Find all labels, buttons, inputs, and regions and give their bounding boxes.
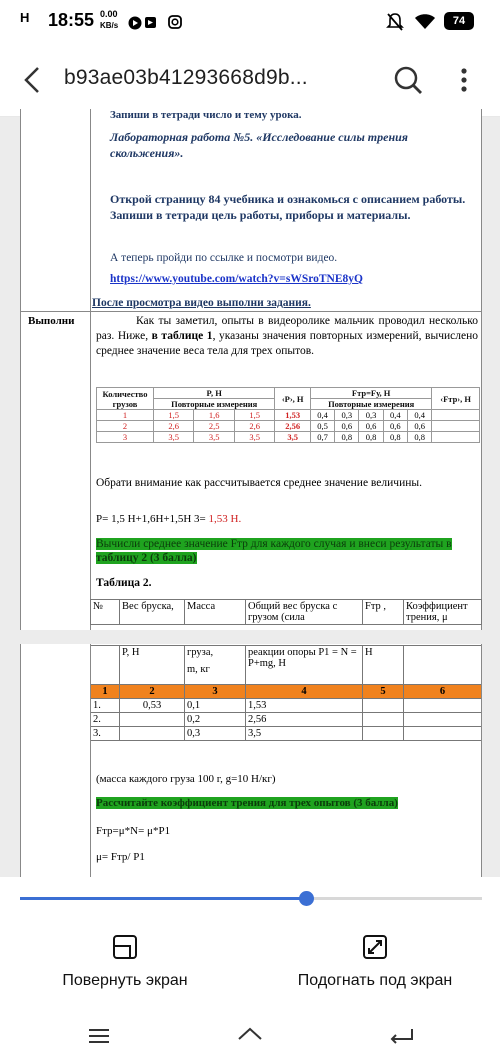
- lab-title: Лабораторная работа №5. «Исследование силы трения скольжения».: [110, 130, 408, 160]
- t1-cell: 2,5: [194, 421, 234, 432]
- t1-cell: 3,5: [194, 432, 234, 443]
- t2-cell-empty: [363, 727, 404, 741]
- t2-cell: 2.: [91, 713, 120, 727]
- formula-friction: Fтр=μ*N= μ*P1: [96, 825, 171, 837]
- t2-colnum: 3: [185, 685, 246, 699]
- t1-cell: 0,8: [407, 432, 431, 443]
- table-row: [97, 410, 480, 421]
- task-green-block: [96, 537, 456, 565]
- fit-screen-icon: [360, 932, 390, 962]
- formula-left: P= 1,5 Н+1,6Н+1,5Н 3=: [96, 513, 206, 525]
- table-row: [91, 685, 482, 699]
- back-button[interactable]: [22, 62, 58, 98]
- status-bar: [0, 0, 500, 44]
- carrier-label: H: [20, 10, 30, 25]
- intro-text-b: , указаны значения повторных измерений, вычислено среднее значение веса тела для трех опытов.: [96, 330, 478, 357]
- more-options-button[interactable]: [452, 62, 476, 98]
- t1-cell: 1,5: [234, 410, 274, 421]
- t2-cont-n: [91, 646, 120, 685]
- t2-cont-total: реакции опоры P1 = N = P+mg, H: [246, 646, 363, 685]
- t2-cell: 3,5: [246, 727, 363, 741]
- t2-cell: [120, 727, 185, 741]
- t1-head-pavg: ‹P›, H: [275, 388, 311, 410]
- document-title: b93ae03b41293668d9b...: [64, 66, 308, 89]
- rotate-screen-button[interactable]: [25, 932, 225, 990]
- t2-colnum: 2: [120, 685, 185, 699]
- back-nav-icon[interactable]: [388, 1025, 416, 1047]
- t2-colnum: 1: [91, 685, 120, 699]
- table-row: [91, 713, 482, 727]
- search-button[interactable]: [390, 62, 426, 98]
- navigation-bar: [0, 1017, 500, 1055]
- back-arrow-icon: [22, 62, 44, 98]
- t2-cell-empty: [363, 713, 404, 727]
- t1-cell: 2: [97, 421, 154, 432]
- t1-cell: 0,8: [383, 432, 407, 443]
- search-icon: [390, 62, 426, 98]
- battery-indicator: [444, 12, 474, 30]
- t2-cell: 0,53: [120, 699, 185, 713]
- t1-head-p: P, H: [154, 388, 275, 399]
- fit-screen-button[interactable]: [275, 932, 475, 990]
- table-row: [97, 421, 480, 432]
- t1-cell-empty: [432, 410, 480, 421]
- intro-bold: в таблице 1: [151, 330, 213, 342]
- document-page-2: [20, 645, 482, 885]
- fit-screen-label: Подогнать под экран: [297, 972, 453, 989]
- t2-mass-b: m, кг: [187, 664, 210, 675]
- intro-text-a: Как ты заметил, опыты в видеоролике мальчик проводил несколько раз. Ниже,: [96, 315, 478, 342]
- note-average: Обрати внимание как рассчитывается среднее значение величины.: [96, 477, 422, 489]
- table-2-title: Таблица 2.: [96, 577, 152, 589]
- t1-head-count: Количество грузов: [97, 388, 154, 410]
- t2-mass-a: груза,: [187, 647, 214, 658]
- cut-top-line: Запиши в тетради число и тему урока.: [110, 109, 302, 121]
- t1-cell: 0,6: [335, 421, 359, 432]
- t1-head-repeat-p: Повторные измерения: [154, 399, 275, 410]
- t1-cell: 3,5: [234, 432, 274, 443]
- t1-cell: 0,8: [359, 432, 383, 443]
- t2-colnum: 5: [363, 685, 404, 699]
- t2-cell: [120, 713, 185, 727]
- t2-cont-ftr: H: [363, 646, 404, 685]
- app-bar: [0, 44, 500, 117]
- task-green-text: Вычисли среднее значение Fтр для каждого случая и внеси результаты в: [96, 538, 452, 550]
- t2-cell: 0,1: [185, 699, 246, 713]
- t2-head-mass: Масса: [185, 600, 246, 625]
- after-video-text: После просмотра видео выполни задания.: [92, 297, 311, 309]
- t1-cell: 2,6: [234, 421, 274, 432]
- t1-cell: 3: [97, 432, 154, 443]
- t2-cell-empty: [363, 699, 404, 713]
- t2-cell-empty: [404, 713, 482, 727]
- battery-level: 74: [452, 15, 466, 27]
- t2-colnum: 4: [246, 685, 363, 699]
- t1-cell: 0,7: [310, 432, 334, 443]
- task-coefficient: Рассчитайте коэффициент трения для трех опытов (3 балла): [96, 797, 398, 809]
- t2-cell: 0,3: [185, 727, 246, 741]
- t1-cell: 0,4: [383, 410, 407, 421]
- speed-unit: KB/s: [100, 21, 119, 30]
- t1-head-f: Fтр=Fу, H: [310, 388, 431, 399]
- wifi-icon: [414, 12, 436, 30]
- t1-cell: 3,5: [154, 432, 194, 443]
- t1-cell: 1: [97, 410, 154, 421]
- task-green-bold: таблицу 2 (3 балла): [96, 552, 197, 564]
- status-time: 18:55: [48, 10, 95, 30]
- intro-paragraph: [96, 314, 478, 359]
- t1-cell: 0,3: [359, 410, 383, 421]
- t1-cell: 0,6: [359, 421, 383, 432]
- speed-value: 0.00: [100, 9, 118, 19]
- rotate-screen-label: Повернуть экран: [62, 972, 188, 989]
- t2-cell: 0,2: [185, 713, 246, 727]
- left-label-perform: Выполни: [28, 315, 75, 327]
- instruction-text: Открой страницу 84 учебника и ознакомься с описанием работы. Запиши в тетради цель работы, приборы и материалы.: [110, 192, 466, 222]
- t1-cell: 0,4: [310, 410, 334, 421]
- t1-cell: 1,6: [194, 410, 234, 421]
- t1-cell-empty: [432, 421, 480, 432]
- t2-cell: 3.: [91, 727, 120, 741]
- t2-cell: 1,53: [246, 699, 363, 713]
- t1-cell: 0,3: [335, 410, 359, 421]
- table-row: [97, 432, 480, 443]
- t1-cell: 1,53: [275, 410, 311, 421]
- table-row: [91, 727, 482, 741]
- t1-cell: 0,8: [335, 432, 359, 443]
- document-viewer[interactable]: [0, 109, 500, 877]
- page-slider[interactable]: [20, 897, 482, 900]
- table-2: [90, 645, 482, 741]
- t1-cell: 0,6: [407, 421, 431, 432]
- table-1: [96, 387, 480, 443]
- page-slider-handle[interactable]: [299, 891, 314, 906]
- t1-head-favg: ‹Fтр›, H: [432, 388, 480, 410]
- home-nav-icon[interactable]: [236, 1025, 264, 1047]
- more-vertical-icon: [452, 62, 476, 98]
- table-2-head: [90, 599, 482, 625]
- mute-bell-icon: [386, 12, 404, 32]
- rotate-screen-icon: [110, 932, 140, 962]
- t1-cell: 2,6: [154, 421, 194, 432]
- video-prompt: А теперь пройди по ссылке и посмотри видео.: [110, 252, 338, 264]
- t2-cont-coef: [404, 646, 482, 685]
- t1-cell: 0,4: [407, 410, 431, 421]
- formula-average: [96, 513, 241, 525]
- t1-head-repeat-f: Повторные измерения: [310, 399, 431, 410]
- bottom-panel: [0, 877, 500, 1055]
- t1-cell-empty: [432, 432, 480, 443]
- t2-cell-empty: [404, 727, 482, 741]
- t1-cell: 0,6: [383, 421, 407, 432]
- t2-cell: 2,56: [246, 713, 363, 727]
- t2-head-total: Общий вес бруска с грузом (сила: [246, 600, 363, 625]
- t2-cell: 1.: [91, 699, 120, 713]
- formula-mu: μ= Fтр/ P1: [96, 851, 145, 863]
- t2-head-weight: Вес бруска,: [120, 600, 185, 625]
- t2-head-coef: Коэффициент трения, μ: [404, 600, 482, 625]
- t2-cont-mass: [185, 646, 246, 685]
- t1-cell: 0,5: [310, 421, 334, 432]
- t2-cell-empty: [404, 699, 482, 713]
- t1-cell: 3,5: [275, 432, 311, 443]
- t2-head-ftr: Fтр ,: [363, 600, 404, 625]
- video-link[interactable]: https://www.youtube.com/watch?v=sWSroTNE8yQ: [110, 273, 363, 285]
- t1-cell: 2,56: [275, 421, 311, 432]
- page-gap: [0, 630, 500, 644]
- table-row: [91, 699, 482, 713]
- page-slider-fill: [20, 897, 306, 900]
- t2-cont-weight: P, H: [120, 646, 185, 685]
- media-icon: [128, 15, 168, 31]
- t1-cell: 1,5: [154, 410, 194, 421]
- t2-colnum: 6: [404, 685, 482, 699]
- menu-nav-icon[interactable]: [86, 1025, 112, 1047]
- t2-head-n: №: [91, 600, 120, 625]
- formula-result: 1,53 Н.: [208, 513, 242, 525]
- instagram-icon: [168, 15, 182, 29]
- footnote-mass: (масса каждого груза 100 г, g=10 Н/кг): [96, 773, 276, 785]
